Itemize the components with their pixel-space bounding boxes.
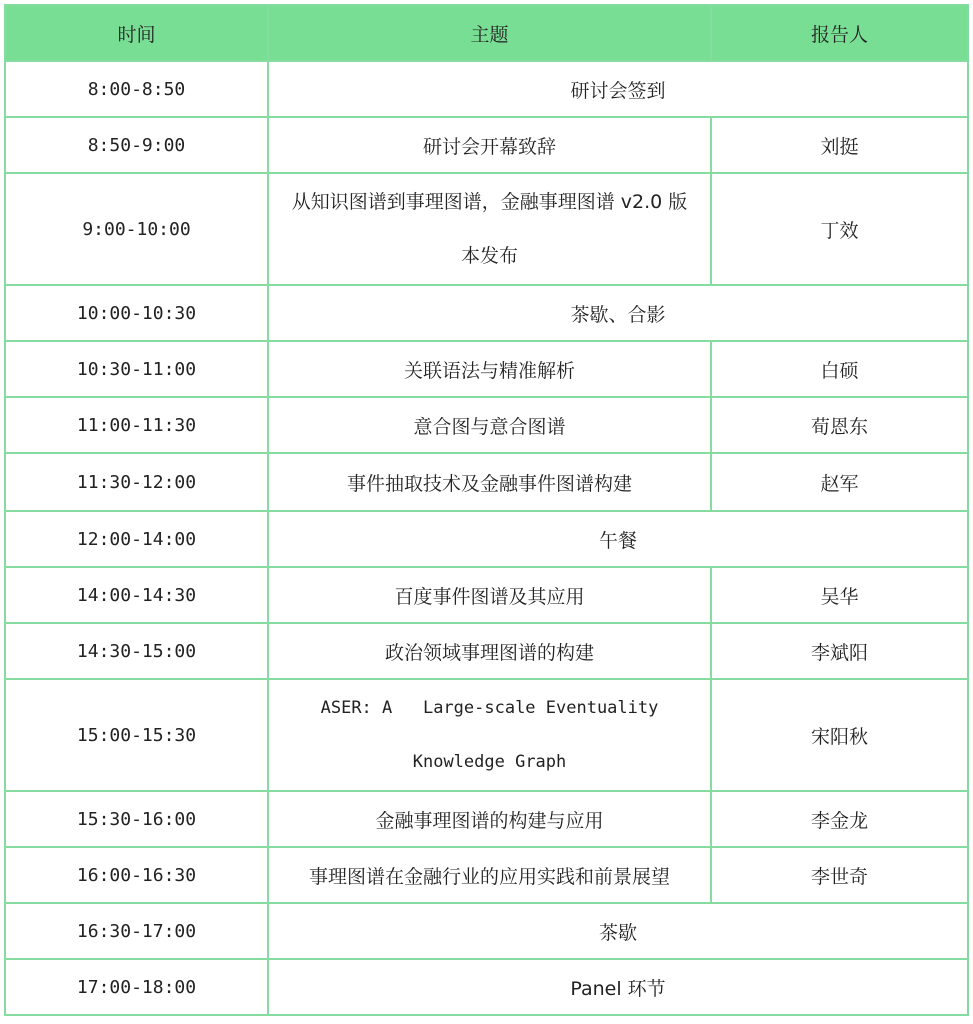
time-cell: 17:00-18:00 [5, 959, 268, 1015]
time-cell: 14:30-15:00 [5, 623, 268, 679]
topic-cell: 政治领域事理图谱的构建 [268, 623, 711, 679]
table-row [5, 285, 968, 341]
topic-cell: Panel 环节 [268, 959, 968, 1015]
time-cell: 12:00-14:00 [5, 511, 268, 567]
topic-cell: ASER: A Large-scale Eventuality Knowledge Graph [268, 679, 711, 791]
table-row [5, 397, 968, 453]
topic-cell: 研讨会开幕致辞 [268, 117, 711, 173]
topic-cell: 意合图与意合图谱 [268, 397, 711, 453]
speaker-cell: 李世奇 [711, 847, 968, 903]
table-row [5, 623, 968, 679]
speaker-cell: 丁效 [711, 173, 968, 285]
time-cell: 16:00-16:30 [5, 847, 268, 903]
table-row [5, 847, 968, 903]
speaker-cell: 宋阳秋 [711, 679, 968, 791]
topic-cell: 百度事件图谱及其应用 [268, 567, 711, 623]
topic-cell: 从知识图谱到事理图谱，金融事理图谱 v2.0 版本发布 [268, 173, 711, 285]
header-topic: 主题 [268, 5, 711, 61]
topic-cell: 研讨会签到 [268, 61, 968, 117]
topic-cell: 茶歇、合影 [268, 285, 968, 341]
time-cell: 10:00-10:30 [5, 285, 268, 341]
table-row [5, 341, 968, 397]
topic-cell: 午餐 [268, 511, 968, 567]
speaker-cell: 白硕 [711, 341, 968, 397]
time-cell: 9:00-10:00 [5, 173, 268, 285]
time-cell: 8:00-8:50 [5, 61, 268, 117]
header-time: 时间 [5, 5, 268, 61]
header-speaker: 报告人 [711, 5, 968, 61]
time-cell: 11:00-11:30 [5, 397, 268, 453]
speaker-cell: 荀恩东 [711, 397, 968, 453]
topic-cell: 金融事理图谱的构建与应用 [268, 791, 711, 847]
table-row [5, 567, 968, 623]
schedule-table [4, 4, 969, 1016]
table-row [5, 959, 968, 1015]
table-row [5, 511, 968, 567]
time-cell: 14:00-14:30 [5, 567, 268, 623]
topic-cell: 茶歇 [268, 903, 968, 959]
time-cell: 8:50-9:00 [5, 117, 268, 173]
speaker-cell: 李金龙 [711, 791, 968, 847]
time-cell: 11:30-12:00 [5, 453, 268, 511]
table-row [5, 173, 968, 285]
speaker-cell: 赵军 [711, 453, 968, 511]
table-row [5, 679, 968, 791]
table-row [5, 903, 968, 959]
table-row [5, 453, 968, 511]
topic-cell: 事件抽取技术及金融事件图谱构建 [268, 453, 711, 511]
speaker-cell: 刘挺 [711, 117, 968, 173]
time-cell: 10:30-11:00 [5, 341, 268, 397]
time-cell: 16:30-17:00 [5, 903, 268, 959]
table-row [5, 791, 968, 847]
time-cell: 15:00-15:30 [5, 679, 268, 791]
topic-cell: 关联语法与精准解析 [268, 341, 711, 397]
header-row [5, 5, 968, 61]
speaker-cell: 吴华 [711, 567, 968, 623]
topic-cell: 事理图谱在金融行业的应用实践和前景展望 [268, 847, 711, 903]
speaker-cell: 李斌阳 [711, 623, 968, 679]
time-cell: 15:30-16:00 [5, 791, 268, 847]
table-row [5, 117, 968, 173]
table-row [5, 61, 968, 117]
